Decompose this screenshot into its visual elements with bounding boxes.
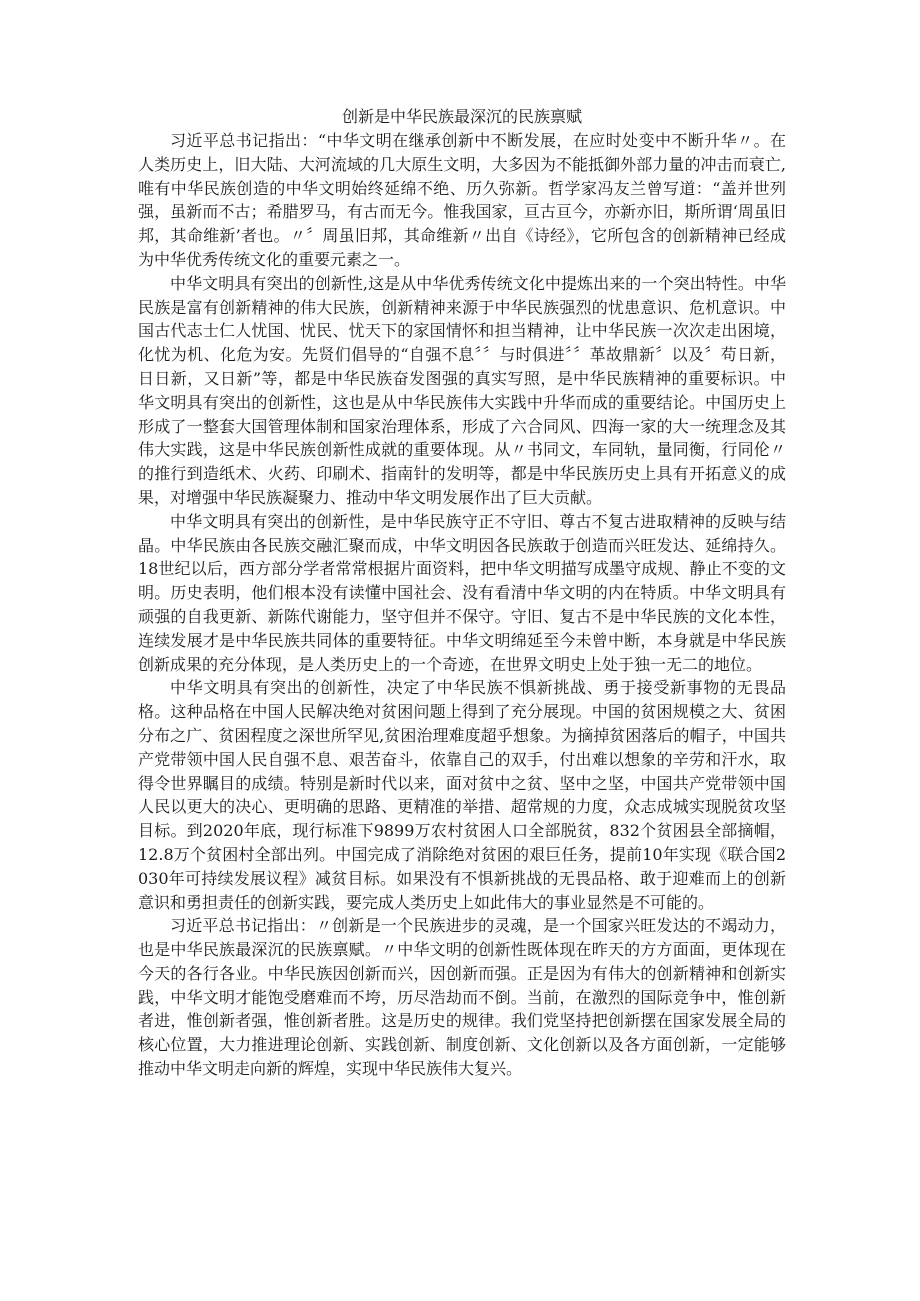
paragraph-2: 中华文明具有突出的创新性,这是从中华优秀传统文化中提炼出来的一个突出特性。中华民族是富有创新精神的伟大民族，创新精神来源于中华民族强烈的忧患意识、危机意识。中国古代志士仁人忧国、忧民、忧天下的家国情怀和担当精神，让中华民族一次次走出困境，化忧为机、化危为安。先贤们倡导的“自强不息〞〞与时俱进〞〞革故鼎新〞以及〞苟日新，日日新，又日新”等，都是中华民族奋发图强的真实写照，是中华民族精神的重要标识。中华文明具有突出的创新性，这也是从中华民族伟大实践中升华而成的重要结论。中国历史上形成了一整套大国管理体制和国家治理体系，形成了六合同风、四海一家的大一统理念及其伟大实践，这是中华民族创新性成就的重要体现。从〃书同文，车同轨，量同衡，行同伦〃的推行到造纸术、火药、印刷术、指南针的发明等，都是中华民族历史上具有开拓意义的成果，对增强中华民族凝聚力、推动中华文明发展作出了巨大贡献。: [138, 273, 786, 507]
document-title: 创新是中华民族最深沉的民族禀赋: [341, 107, 582, 126]
paragraph-5: 习近平总书记指出：〃创新是一个民族进步的灵魂，是一个国家兴旺发达的不竭动力，也是中华民族最深沉的民族禀赋。〃中华文明的创新性既体现在昨天的方方面面，更体现在今天的各行各业。中华民族因创新而兴，因创新而强。正是因为有伟大的创新精神和创新实践，中华文明才能饱受磨难而不垮，历尽浩劫而不倒。当前，在激烈的国际竞争中，惟创新者进，惟创新者强，惟创新者胜。这是历史的规律。我们党坚持把创新摆在国家发展全局的核心位置，大力推进理论创新、实践创新、制度创新、文化创新以及各方面创新，一定能够推动中华文明走向新的辉煌，实现中华民族伟大复兴。: [138, 916, 786, 1079]
article: [138, 105, 786, 1081]
paragraph-1: 习近平总书记指出：“中华文明在继承创新中不断发展，在应时处变中不断升华〃。在人类历史上，旧大陆、大河流域的几大原生文明，大多因为不能抵御外部力量的冲击而衰亡,唯有中华民族创造的中华文明始终延绵不绝、历久弥新。哲学家冯友兰曾写道：“盖并世列强，虽新而不古；希腊罗马，有古而无今。惟我国家，亘古亘今，亦新亦旧，斯所谓‘周虽旧邦，其命维新’者也。〃〞周虽旧邦，其命维新〃出自《诗经》，它所包含的创新精神已经成为中华优秀传统文化的重要元素之一。: [138, 131, 786, 269]
paragraph-4: 中华文明具有突出的创新性，决定了中华民族不惧新挑战、勇于接受新事物的无畏品格。这种品格在中国人民解决绝对贫困问题上得到了充分展现。中国的贫困规模之大、贫困分布之广、贫困程度之深世所罕见,贫困治理难度超乎想象。为摘掉贫困落后的帽子，中国共产党带领中国人民自强不息、艰苦奋斗，依靠自己的双手，付出难以想象的辛劳和汗水，取得令世界瞩目的成绩。特别是新时代以来，面对贫中之贫、坚中之坚，中国共产党带领中国人民以更大的决心、更明确的思路、更精准的举措、超常规的力度，众志成城实现脱贫攻坚目标。到2020年底，现行标准下9899万农村贫困人口全部脱贫，832个贫困县全部摘帽，12.8万个贫困村全部出列。中国完成了消除绝对贫困的艰巨任务，提前10年实现《联合国2030年可持续发展议程》减贫目标。如果没有不惧新挑战的无畏品格、敢于迎难而上的创新意识和勇担责任的创新实践，要完成人类历史上如此伟大的事业显然是不可能的。: [138, 678, 786, 912]
paragraph-3: 中华文明具有突出的创新性，是中华民族守正不守旧、尊古不复古进取精神的反映与结晶。中华民族由各民族交融汇聚而成，中华文明因各民族敢于创造而兴旺发达、延绵持久。18世纪以后，西方部分学者常常根据片面资料，把中华文明描写成墨守成规、静止不变的文明。历史表明，他们根本没有读懂中国社会、没有看清中华文明的内在特质。中华文明具有顽强的自我更新、新陈代谢能力，坚守但并不保守。守旧、复古不是中华民族的文化本性，连续发展才是中华民族共同体的重要特征。中华文明绵延至今未曾中断，本身就是中华民族创新成果的充分体现，是人类历史上的一个奇迹，在世界文明史上处于独一无二的地位。: [138, 511, 786, 674]
